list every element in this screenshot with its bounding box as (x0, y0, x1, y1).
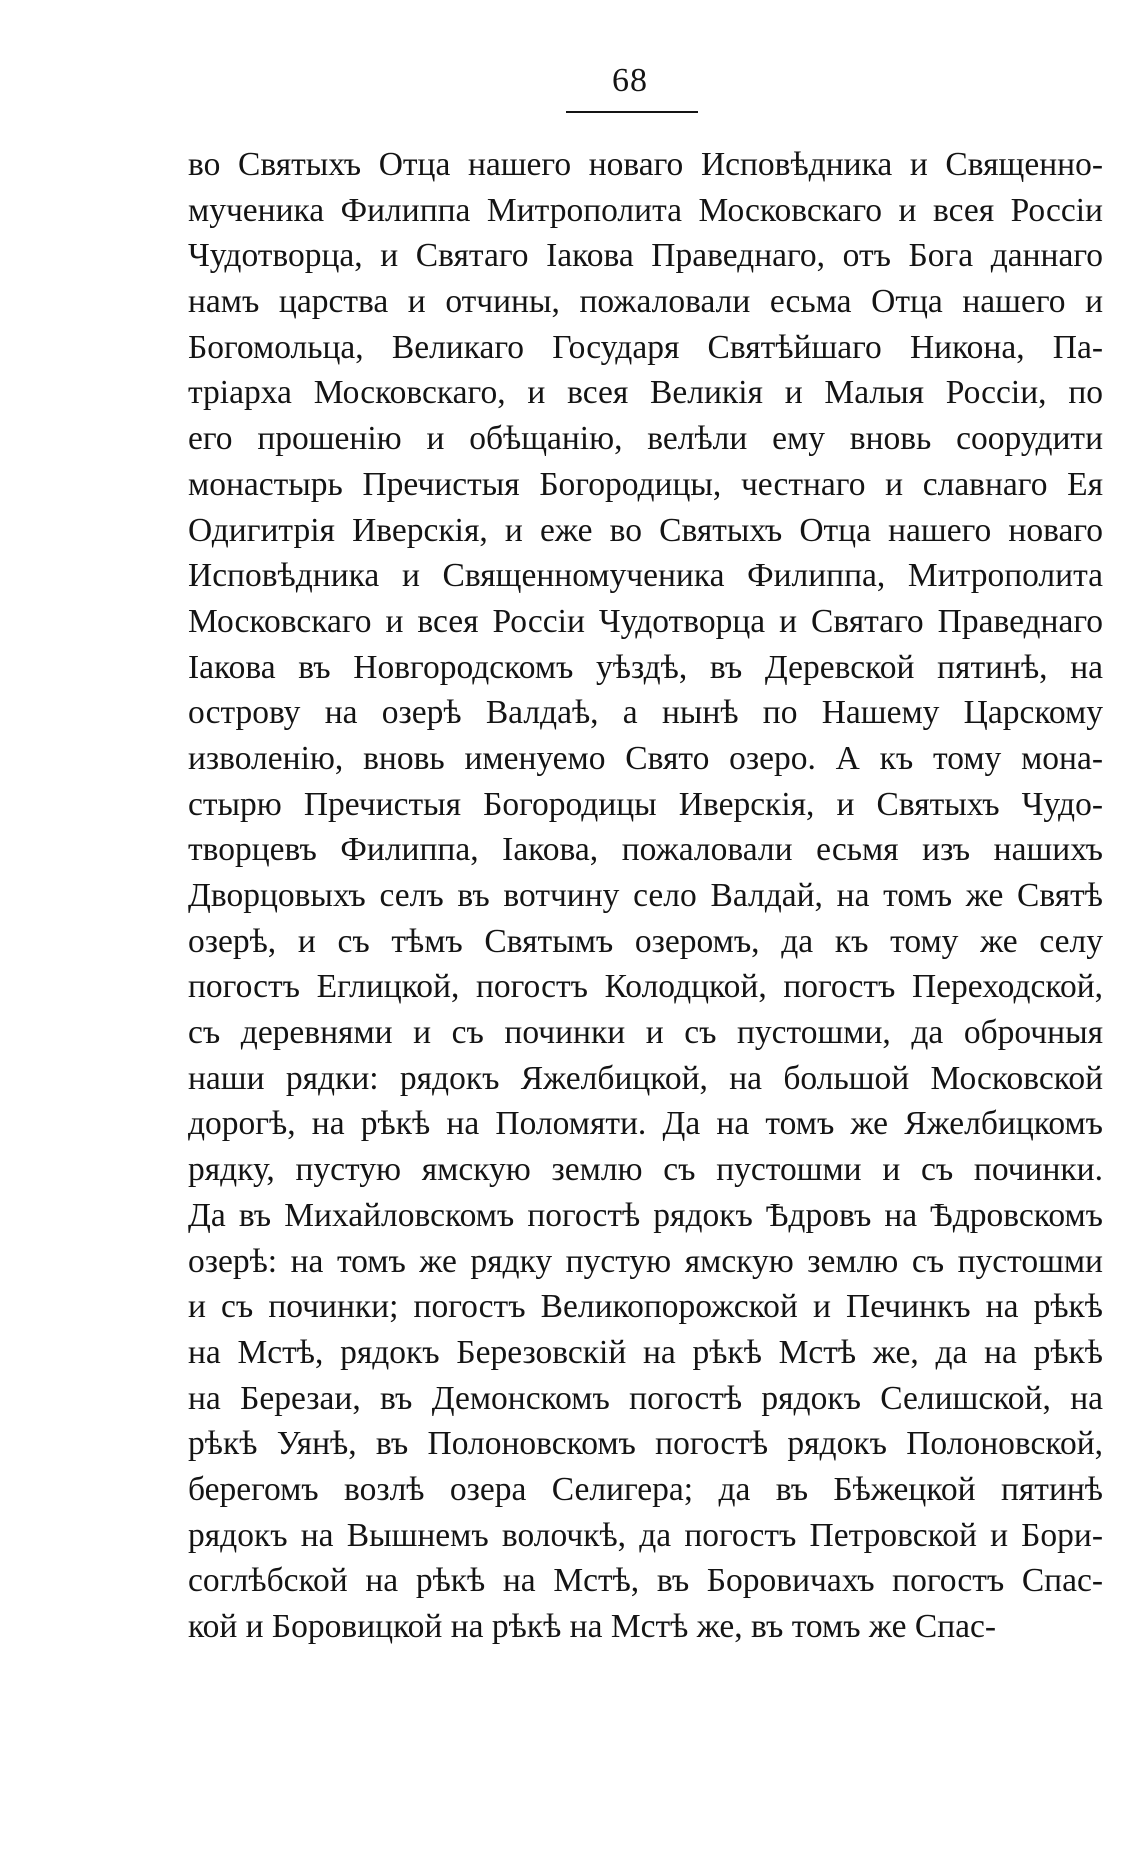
text-line: монастырь Пречистыя Богородицы, честнаго и славнаго Ея (188, 465, 1103, 503)
text-line: рѣкѣ Уянѣ, въ Полоновскомъ погостѣ рядокъ Полоновской, (188, 1425, 1103, 1463)
text-line: острову на озерѣ Валдаѣ, а нынѣ по Нашему Царскому (188, 694, 1103, 732)
text-line: Дворцовыхъ селъ въ вотчину село Валдай, на томъ же Святѣ (188, 877, 1103, 914)
text-line: рядокъ на Вышнемъ волочкѣ, да погостъ Петровской и Бори- (188, 1516, 1103, 1554)
text-line: изволенію, вновь именуемо Свято озеро. А къ тому мона- (188, 739, 1103, 777)
text-line: его прошенію и обѣщанію, велѣли ему вновь соорудити (188, 420, 1103, 458)
text-line: озерѣ: на томъ же рядку пустую ямскую землю съ пустошми (188, 1242, 1103, 1280)
text-line: Исповѣдника и Священномученика Филиппа, Митрополита (188, 557, 1103, 595)
text-line: Іакова въ Новгородскомъ уѣздѣ, въ Деревской пятинѣ, на (188, 648, 1103, 686)
text-line: на Мстѣ, рядокъ Березовскій на рѣкѣ Мстѣ же, да на рѣкѣ (188, 1333, 1103, 1371)
body-text (188, 142, 1103, 1650)
text-line: погостъ Еглицкой, погостъ Колодцкой, погостъ Переходской, (188, 968, 1103, 1006)
text-line: Богомольца, Великаго Государя Святѣйшаго Никона, Па- (188, 328, 1103, 366)
text-line: дорогѣ, на рѣкѣ на Поломяти. Да на томъ же Яжелбицкомъ (188, 1105, 1103, 1143)
text-line: на Березаи, въ Демонскомъ погостѣ рядокъ Селишской, на (188, 1379, 1103, 1417)
text-line: Московскаго и всея Россіи Чудотворца и Святаго Праведнаго (188, 602, 1103, 640)
text-line: стырю Пречистыя Богородицы Иверскія, и Святыхъ Чудо- (188, 785, 1103, 823)
text-line: творцевъ Филиппа, Іакова, пожаловали есьмя изъ нашихъ (188, 831, 1103, 869)
page-number: 68 (612, 62, 648, 99)
text-line: тріарха Московскаго, и всея Великія и Малыя Россіи, по (188, 374, 1103, 412)
text-line: мученика Филиппа Митрополита Московскаго и всея Россіи (188, 191, 1103, 229)
text-line: соглѣбской на рѣкѣ на Мстѣ, въ Боровичахъ погостъ Спас- (188, 1562, 1103, 1600)
text-line: съ деревнями и съ починки и съ пустошми, да оброчныя (188, 1014, 1103, 1052)
text-line: во Святыхъ Отца нашего новаго Исповѣдника и Священно- (188, 146, 1103, 183)
text-line: Да въ Михайловскомъ погостѣ рядокъ Ѣдровъ на Ѣдровскомъ (188, 1196, 1103, 1234)
text-line: Чудотворца, и Святаго Іакова Праведнаго, отъ Бога даннаго (188, 237, 1103, 275)
header-rule (566, 111, 698, 113)
text-line: кой и Боровицкой на рѣкѣ на Мстѣ же, въ томъ же Спас- (188, 1608, 997, 1645)
text-line: наши рядки: рядокъ Яжелбицкой, на большой Московской (188, 1059, 1103, 1097)
text-line: озерѣ, и съ тѣмъ Святымъ озеромъ, да къ тому же селу (188, 922, 1103, 960)
text-line: и съ починки; погостъ Великопорожской и Печинкъ на рѣкѣ (188, 1288, 1103, 1326)
text-line: Одигитрія Иверскія, и еже во Святыхъ Отца нашего новаго (188, 511, 1103, 549)
text-line: берегомъ возлѣ озера Селигера; да въ Бѣжецкой пятинѣ (188, 1470, 1103, 1508)
text-line: намъ царства и отчины, пожаловали есьма Отца нашего и (188, 283, 1103, 321)
text-line: рядку, пустую ямскую землю съ пустошми и съ починки. (188, 1151, 1103, 1189)
